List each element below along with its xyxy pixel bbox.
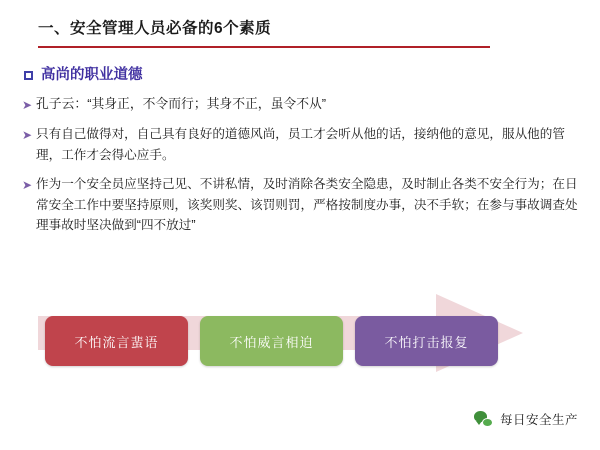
list-item [22, 124, 582, 165]
quality-box-2-label: 不怕威言相迫 [229, 334, 314, 350]
bullet-list [22, 94, 582, 245]
list-item-text: 只有自己做得对，自己具有良好的道德风尚，员工才会听从他的话，接纳他的意见，服从他的管理，工作才会得心应手。 [36, 127, 565, 162]
quality-box-3-label: 不怕打击报复 [384, 334, 469, 350]
section-subtitle [24, 65, 143, 85]
list-item [22, 94, 582, 115]
quality-box-1-label: 不怕流言蜚语 [74, 334, 159, 350]
arrow-bullet-icon: ➤ [22, 128, 33, 142]
footer-brand [474, 410, 578, 428]
list-item-text: 作为一个安全员应坚持己见、不讲私情，及时消除各类安全隐患，及时制止各类不安全行为；在日常安全工作中要坚持原则，该奖则奖、该罚则罚，严格按制度办事，决不手软；在参与事故调查处理事故时坚决做到“四不放过” [36, 177, 578, 232]
footer-brand-label: 每日安全生产 [499, 413, 578, 427]
title-underline [38, 46, 490, 48]
quality-box-2 [200, 316, 343, 366]
list-item [22, 174, 582, 236]
page-title-text: 一、安全管理人员必备的6个素质 [38, 20, 272, 37]
quality-box-group [45, 316, 545, 366]
list-item-text: 孔子云：“其身正，不令而行；其身不正，虽令不从” [36, 96, 327, 111]
square-bullet-icon [24, 71, 33, 80]
quality-box-1 [45, 316, 188, 366]
quality-box-3 [355, 316, 498, 366]
arrow-bullet-icon: ➤ [22, 178, 33, 192]
section-subtitle-text: 高尚的职业道德 [41, 67, 143, 83]
arrow-bullet-icon: ➤ [22, 98, 33, 112]
wechat-icon [474, 411, 493, 427]
page-title [38, 18, 488, 40]
